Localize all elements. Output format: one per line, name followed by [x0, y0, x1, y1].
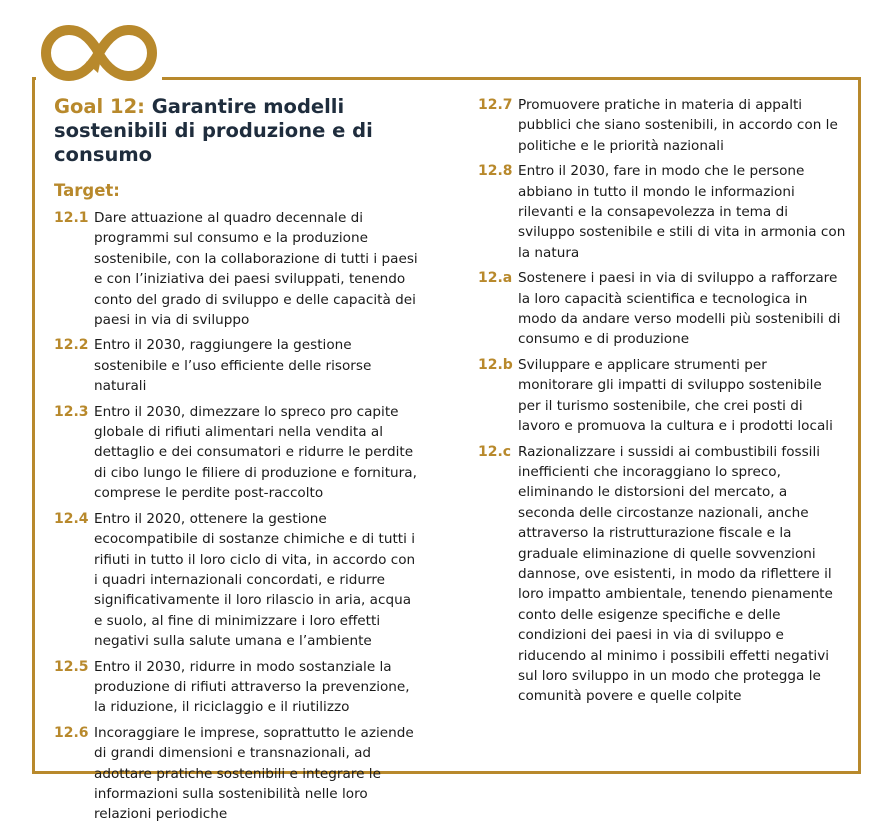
target-text: Incoraggiare le imprese, soprattutto le aziende di grandi dimensioni e transnazionali, ad adottare pratiche sostenibili e integrare le informazioni sulla sostenibilità nelle loro relazioni periodiche — [94, 724, 414, 823]
target-text: Entro il 2020, ottenere la gestione ecocompatibile di sostanze chimiche e di tutti i rifiuti in tutto il loro ciclo di vita, in accordo con i quadri internazionali concordati, e ridurre significativamente il loro rilascio in aria, acqua e suolo, al fine di minimizzare i loro effetti negativi sulla salute umana e l’ambiente — [94, 510, 416, 650]
target-text: Dare attuazione al quadro decennale di programmi sul consumo e la produzione sostenibile, con la collaborazione di tutti i paesi e con l’iniziativa dei paesi sviluppati, tenendo conto del grado di sviluppo e delle capacità dei paesi in via di sviluppo — [94, 210, 418, 329]
target-number: 12.a — [478, 270, 513, 287]
target-label: Target: — [54, 181, 120, 200]
target-number: 12.3 — [54, 403, 89, 420]
target-item-12-2 — [54, 335, 422, 396]
target-text: Entro il 2030, raggiungere la gestione sostenibile e l’uso efficiente delle risorse naturali — [94, 337, 372, 395]
target-number: 12.2 — [54, 337, 89, 354]
target-item-12-8 — [478, 161, 846, 263]
target-number: 12.8 — [478, 163, 513, 180]
left-column — [54, 95, 422, 830]
right-column — [478, 95, 846, 712]
target-item-12-6 — [54, 723, 422, 825]
target-text: Promuovere pratiche in materia di appalti pubblici che siano sostenibili, in accordo con le politiche e le priorità nazionali — [518, 97, 838, 154]
target-text: Sostenere i paesi in via di sviluppo a rafforzare la loro capacità scientifica e tecnologica in modo da andare verso modelli più sostenibili di consumo e di produzione — [518, 270, 841, 348]
target-number: 12.c — [478, 443, 512, 460]
target-number: 12.6 — [54, 724, 89, 741]
target-text: Entro il 2030, fare in modo che le persone abbiano in tutto il mondo le informazioni rilevanti e la consapevolezza in tema di sviluppo sostenibile e stili di vita in armonia con la natura — [518, 163, 846, 261]
target-text: Razionalizzare i sussidi ai combustibili fossili inefficienti che incoraggiano lo spreco, eliminando le distorsioni del mercato, a seconda delle circostanze nazionali, anche attraverso la ristrutturazione fiscale e la graduale eliminazione di quelle sovvenzioni dannose, ove esistenti, in modo da riflettere il loro impatto ambientale, tenendo pienamente conto delle esigenze specifiche e delle condizioni dei paesi in via di sviluppo e riducendo al minimo i possibili effetti negativi sul loro sviluppo in un modo che protegga le comunità povere e quelle colpite — [518, 443, 833, 705]
target-list-left — [54, 208, 422, 825]
target-number: 12.5 — [54, 658, 89, 675]
target-number: 12.1 — [54, 210, 89, 226]
target-text: Entro il 2030, ridurre in modo sostanziale la produzione di rifiuti attraverso la prevenzione, la riduzione, il riciclaggio e il riutilizzo — [94, 658, 410, 716]
target-item-12-5 — [54, 657, 422, 718]
target-item-12-a — [478, 268, 846, 350]
target-item-12-4 — [54, 509, 422, 652]
target-text: Entro il 2030, dimezzare lo spreco pro capite globale di rifiuti alimentari nella vendita al dettaglio e dei consumatori e ridurre le perdite di cibo lungo le filiere di produzione e fornitura, comprese le perdite post-raccolto — [94, 403, 417, 502]
target-number: 12.7 — [478, 97, 513, 113]
target-item-12-7 — [478, 95, 846, 156]
target-number: 12.4 — [54, 510, 89, 527]
goal-title — [54, 95, 422, 167]
target-item-12-c — [478, 442, 846, 707]
target-item-12-b — [478, 355, 846, 437]
target-item-12-3 — [54, 402, 422, 504]
goal-title-text: Garantire modelli sostenibili di produzione e di consumo — [54, 95, 373, 166]
infinity-loop-arrow-icon — [36, 18, 162, 88]
target-list-right — [478, 95, 846, 707]
target-number: 12.b — [478, 356, 513, 373]
goal-number: Goal 12: — [54, 95, 145, 118]
target-text: Sviluppare e applicare strumenti per monitorare gli impatti di sviluppo sostenibile per il turismo sostenibile, che crei posti di lavoro e promuova la cultura e i prodotti locali — [518, 356, 833, 435]
target-item-12-1 — [54, 208, 422, 330]
